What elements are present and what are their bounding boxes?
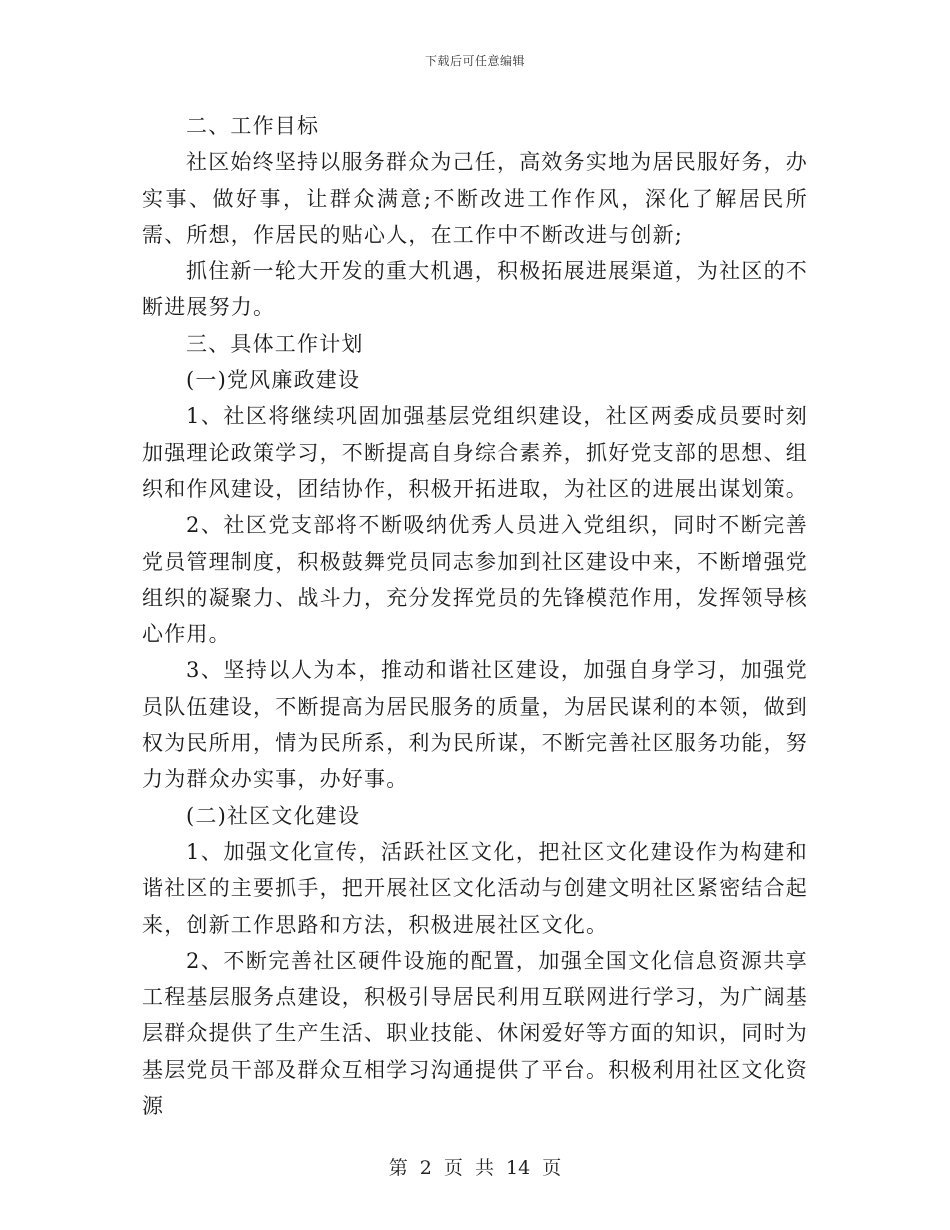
paragraph-culture-item-1: 1、加强文化宣传，活跃社区文化，把社区文化建设作为构建和谐社区的主要抓手，把开展社区文化活动与创建文明社区紧密结合起来，创新工作思路和方法，积极进展社区文化。 — [142, 839, 808, 937]
section-heading-work-plan: 三、具体工作计划 — [186, 331, 364, 356]
paragraph-party-item-1: 1、社区将继续巩固加强基层党组织建设，社区两委成员要时刻加强理论政策学习，不断提高自身综合素养，抓好党支部的思想、组织和作风建设，团结协作，积极开拓进取，为社区的进展出谋划策。 — [142, 404, 808, 501]
document-body — [142, 108, 808, 1124]
subsection-heading-party-conduct: (一)党风廉政建设 — [186, 368, 361, 393]
page-number-footer: 第 2 页 共 14 页 — [388, 1157, 562, 1179]
paragraph-goal-development: 抓住新一轮大开发的重大机遇，积极拓展进展渠道，为社区的不断进展努力。 — [142, 259, 808, 320]
paragraph-party-item-2: 2、社区党支部将不断吸纳优秀人员进入党组织，同时不断完善党员管理制度，积极鼓舞党员同志参加到社区建设中来，不断增强党组织的凝聚力、战斗力，充分发挥党员的先锋模范作用，发挥领导核心作用。 — [142, 513, 808, 647]
paragraph-goal-service: 社区始终坚持以服务群众为己任，高效务实地为居民服好务，办实事、做好事，让群众满意;不断改进工作作风，深化了解居民所需、所想，作居民的贴心人，在工作中不断改进与创新; — [142, 150, 808, 247]
page-header-note: 下载后可任意编辑 — [424, 54, 525, 68]
paragraph-culture-item-2: 2、不断完善社区硬件设施的配置，加强全国文化信息资源共享工程基层服务点建设，积极引导居民利用互联网进行学习，为广阔基层群众提供了生产生活、职业技能、休闲爱好等方面的知识，同时为基层党员干部及群众互相学习沟通提供了平台。积极利用社区文化资源 — [142, 948, 808, 1119]
section-heading-work-goals: 二、工作目标 — [186, 114, 320, 138]
paragraph-party-item-3: 3、坚持以人为本，推动和谐社区建设，加强自身学习，加强党员队伍建设，不断提高为居民服务的质量，为居民谋利的本领，做到权为民所用，情为民所系，利为民所谋，不断完善社区服务功能，努力为群众办实事，办好事。 — [142, 658, 808, 792]
subsection-heading-community-culture: (二)社区文化建设 — [186, 803, 361, 828]
